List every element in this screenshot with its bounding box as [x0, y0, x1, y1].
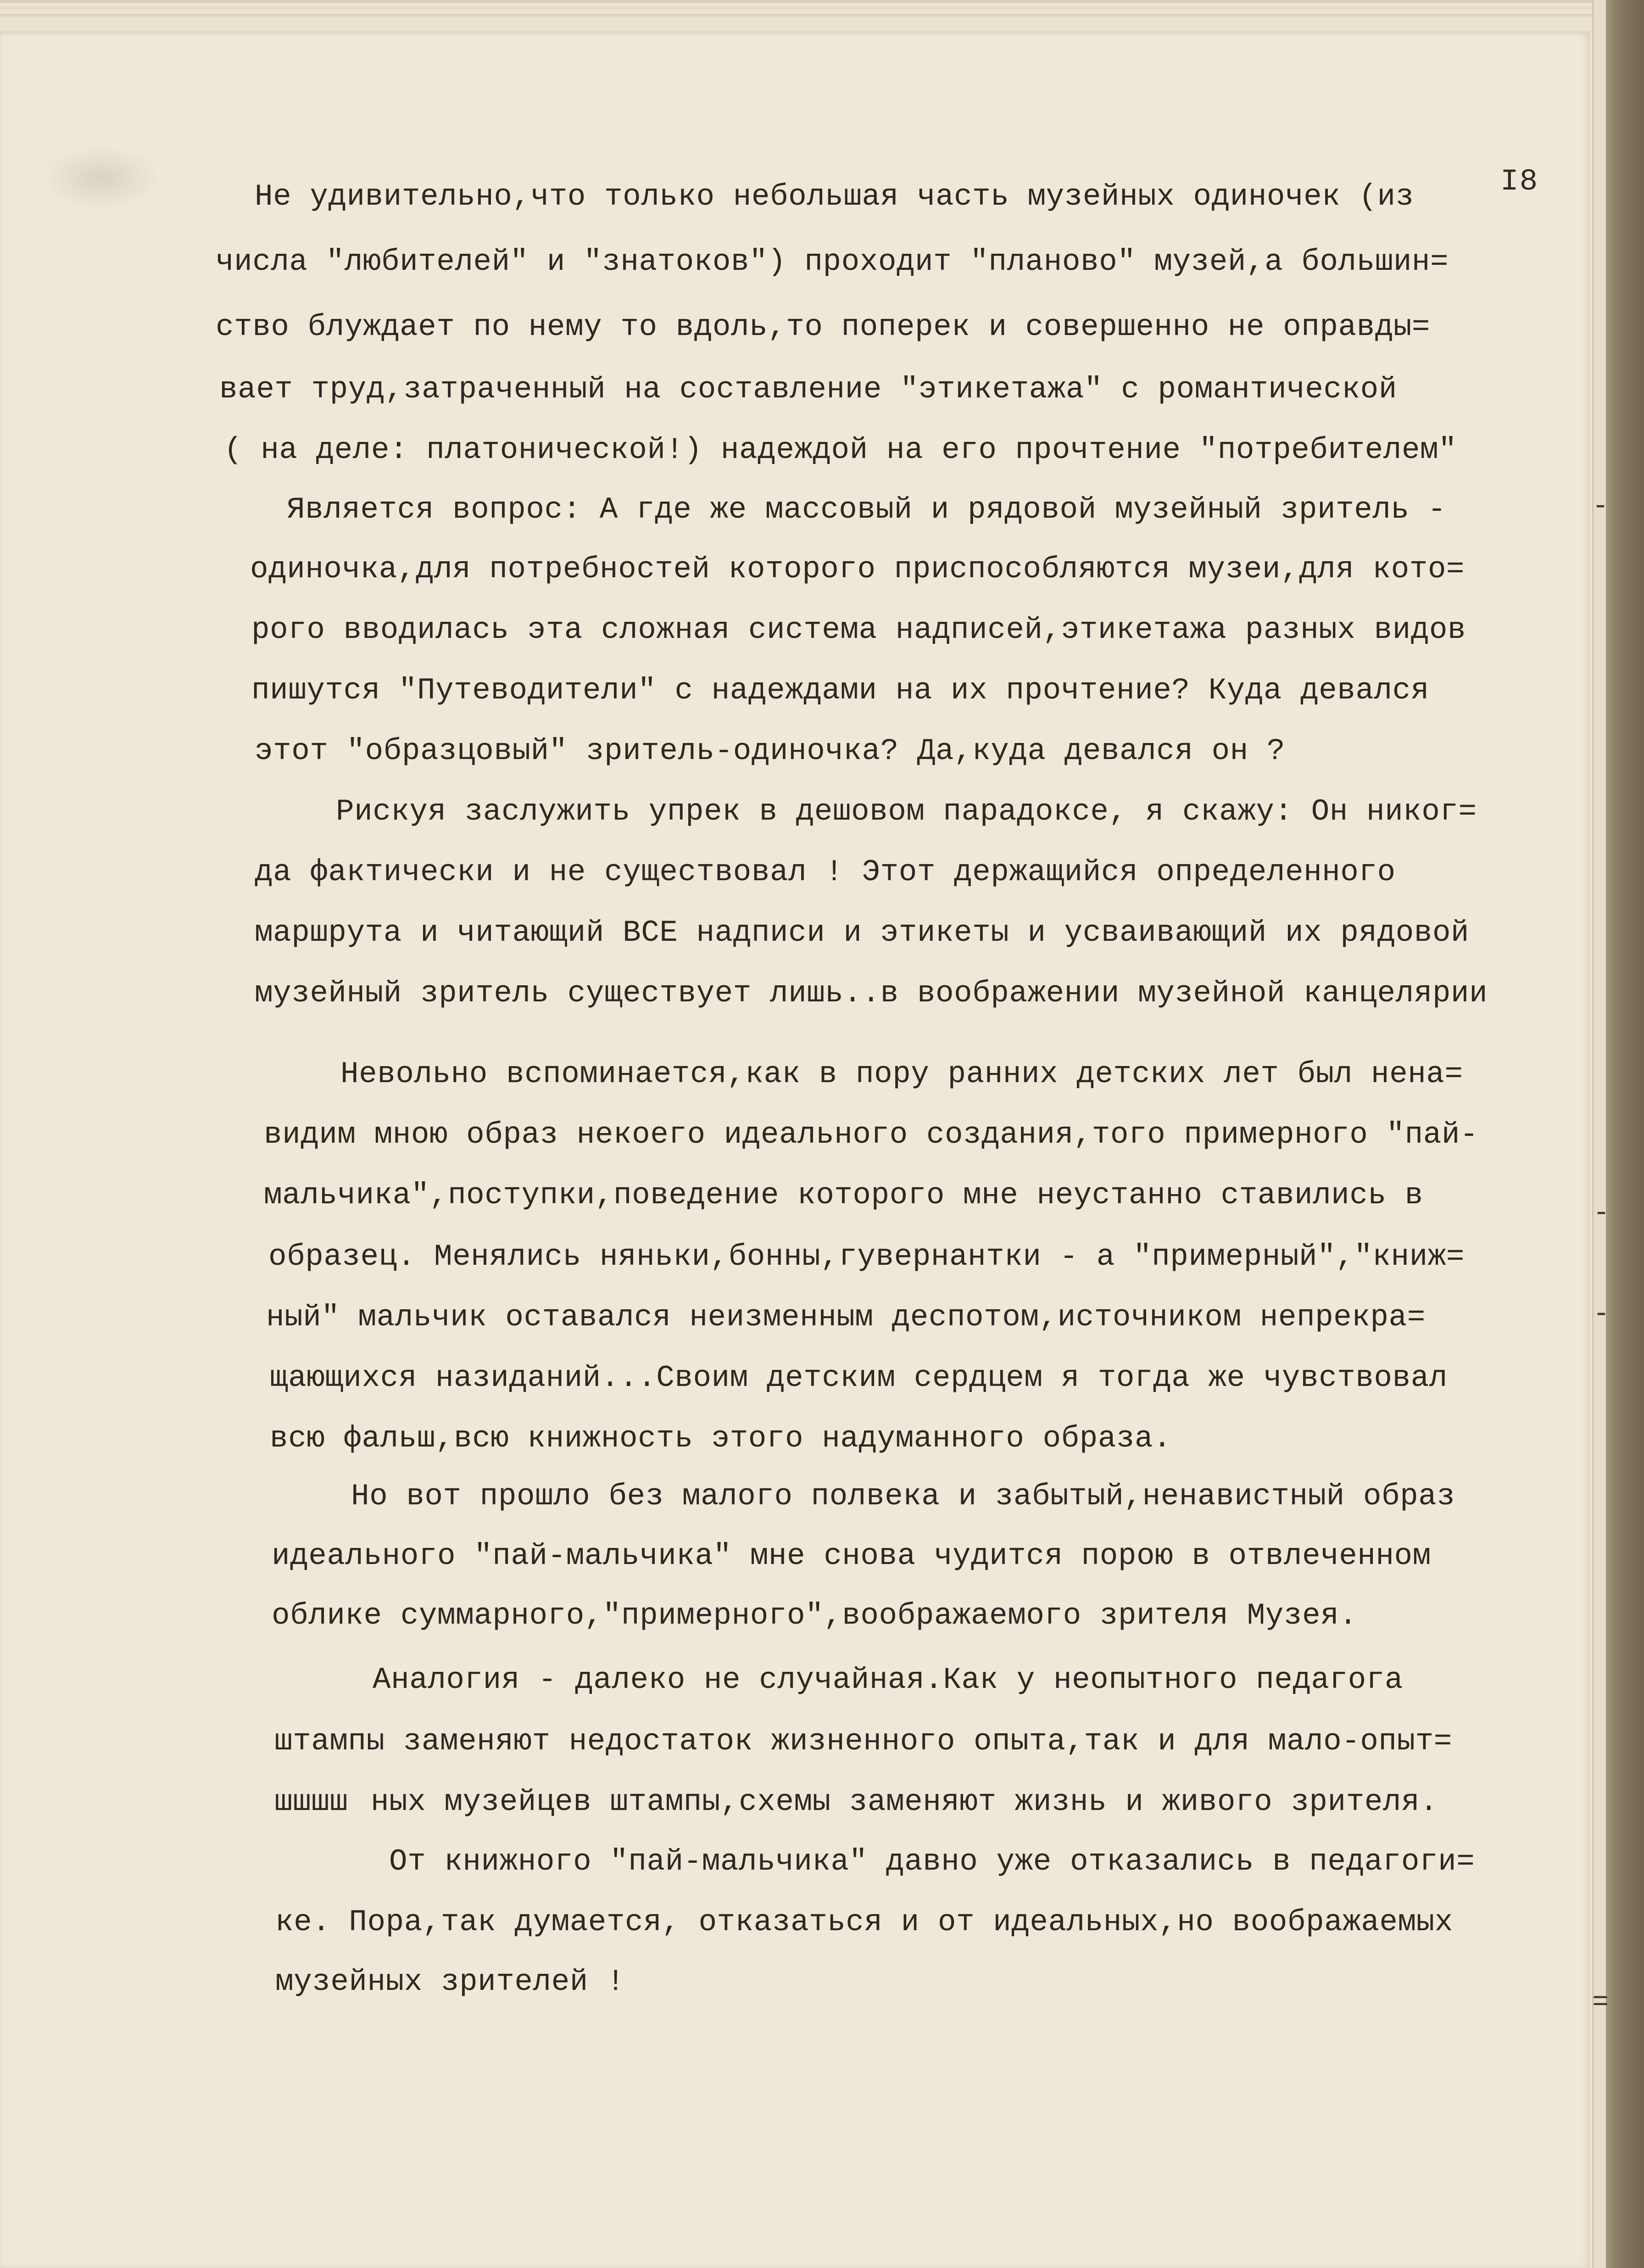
text-line-30: музейных зрителей ! [275, 1965, 625, 1999]
text-line-28: От книжного "пай-мальчика" давно уже отказались в педагоги= [389, 1844, 1475, 1879]
text-line-1: Не удивительно,что только небольшая часть музейных одиночек (из [255, 179, 1414, 214]
struck-out-text: шшшш [274, 1785, 348, 1819]
text-line-21: всю фальш,всю книжность этого надуманного образа. [270, 1421, 1172, 1456]
stacked-page-edges [0, 0, 1592, 32]
text-line-9: пишутся "Путеводители" с надеждами на их прочтение? Куда девался [251, 673, 1429, 708]
text-line-25: Аналогия - далеко не случайная.Как у неопытного педагога [373, 1663, 1403, 1697]
text-line-16: видим мною образ некоего идеального создания,того примерного "пай- [264, 1117, 1479, 1152]
text-line-23: идеального "пай-мальчика" мне снова чудится порою в отвлеченном [272, 1539, 1431, 1573]
text-line-13: маршрута и читающий ВСЕ надписи и этикеты и усваивающий их рядовой [255, 916, 1470, 950]
paper-smudge [41, 146, 161, 210]
text-line-8: рого вводилась эта сложная система надписей,этикетажа разных видов [251, 613, 1466, 647]
margin-mark-4: = [1592, 1987, 1609, 2018]
text-line-11: Рискуя заслужить упрек в дешовом парадоксе, я скажу: Он никог= [336, 794, 1477, 829]
margin-mark-3: - [1593, 1299, 1610, 1330]
text-line-17: мальчика",поступки,поведение которого мне неустанно ставились в [264, 1178, 1423, 1212]
text-line-27: ных музейцев штампы,схемы заменяют жизнь и живого зрителя. [371, 1785, 1438, 1819]
text-line-14: музейный зритель существует лишь..в воображении музейной канцелярии [255, 976, 1488, 1011]
text-line-2: числа "любителей" и "знатоков") проходит "планово" музей,а большин= [216, 245, 1449, 279]
text-line-7: одиночка,для потребностей которого приспособляются музеи,для кото= [250, 552, 1465, 587]
text-line-22: Но вот прошло без малого полвека и забытый,ненавистный образ [351, 1479, 1455, 1514]
text-line-6: Является вопрос: А где же массовый и рядовой музейный зритель - [287, 492, 1446, 527]
text-line-3: ство блуждает по нему то вдоль,то поперек и совершенно не оправды= [216, 310, 1431, 344]
text-line-5: ( на деле: платонической!) надеждой на его прочтение "потребителем" [224, 433, 1457, 467]
text-line-26: штампы заменяют недостаток жизненного опыта,так и для мало-опыт= [274, 1724, 1452, 1759]
text-line-24: облике суммарного,"примерного",воображаемого зрителя Музея. [272, 1598, 1358, 1633]
text-line-4: вает труд,затраченный на составление "этикетажа" с романтической [219, 372, 1397, 407]
text-line-20: щающихся назиданий...Своим детским сердцем я тогда же чувствовал [270, 1361, 1448, 1395]
text-line-29: ке. Пора,так думается, отказаться и от идеальных,но воображаемых [275, 1905, 1453, 1939]
text-line-18: образец. Менялись няньки,бонны,гувернантки - а "примерный","книж= [268, 1240, 1465, 1274]
text-line-15: Невольно вспоминается,как в пору ранних детских лет был нена= [340, 1057, 1463, 1091]
text-line-10: этот "образцовый" зритель-одиночка? Да,куда девался он ? [255, 734, 1285, 768]
text-line-19: ный" мальчик оставался неизменным деспотом,источником непрекра= [266, 1300, 1426, 1335]
document-page [0, 31, 1590, 2268]
margin-mark-2: - [1593, 1198, 1610, 1229]
page-number: I8 [1500, 164, 1539, 199]
margin-mark-1: - [1592, 491, 1609, 522]
text-line-12: да фактически и не существовал ! Этот держащийся определенного [255, 855, 1396, 889]
